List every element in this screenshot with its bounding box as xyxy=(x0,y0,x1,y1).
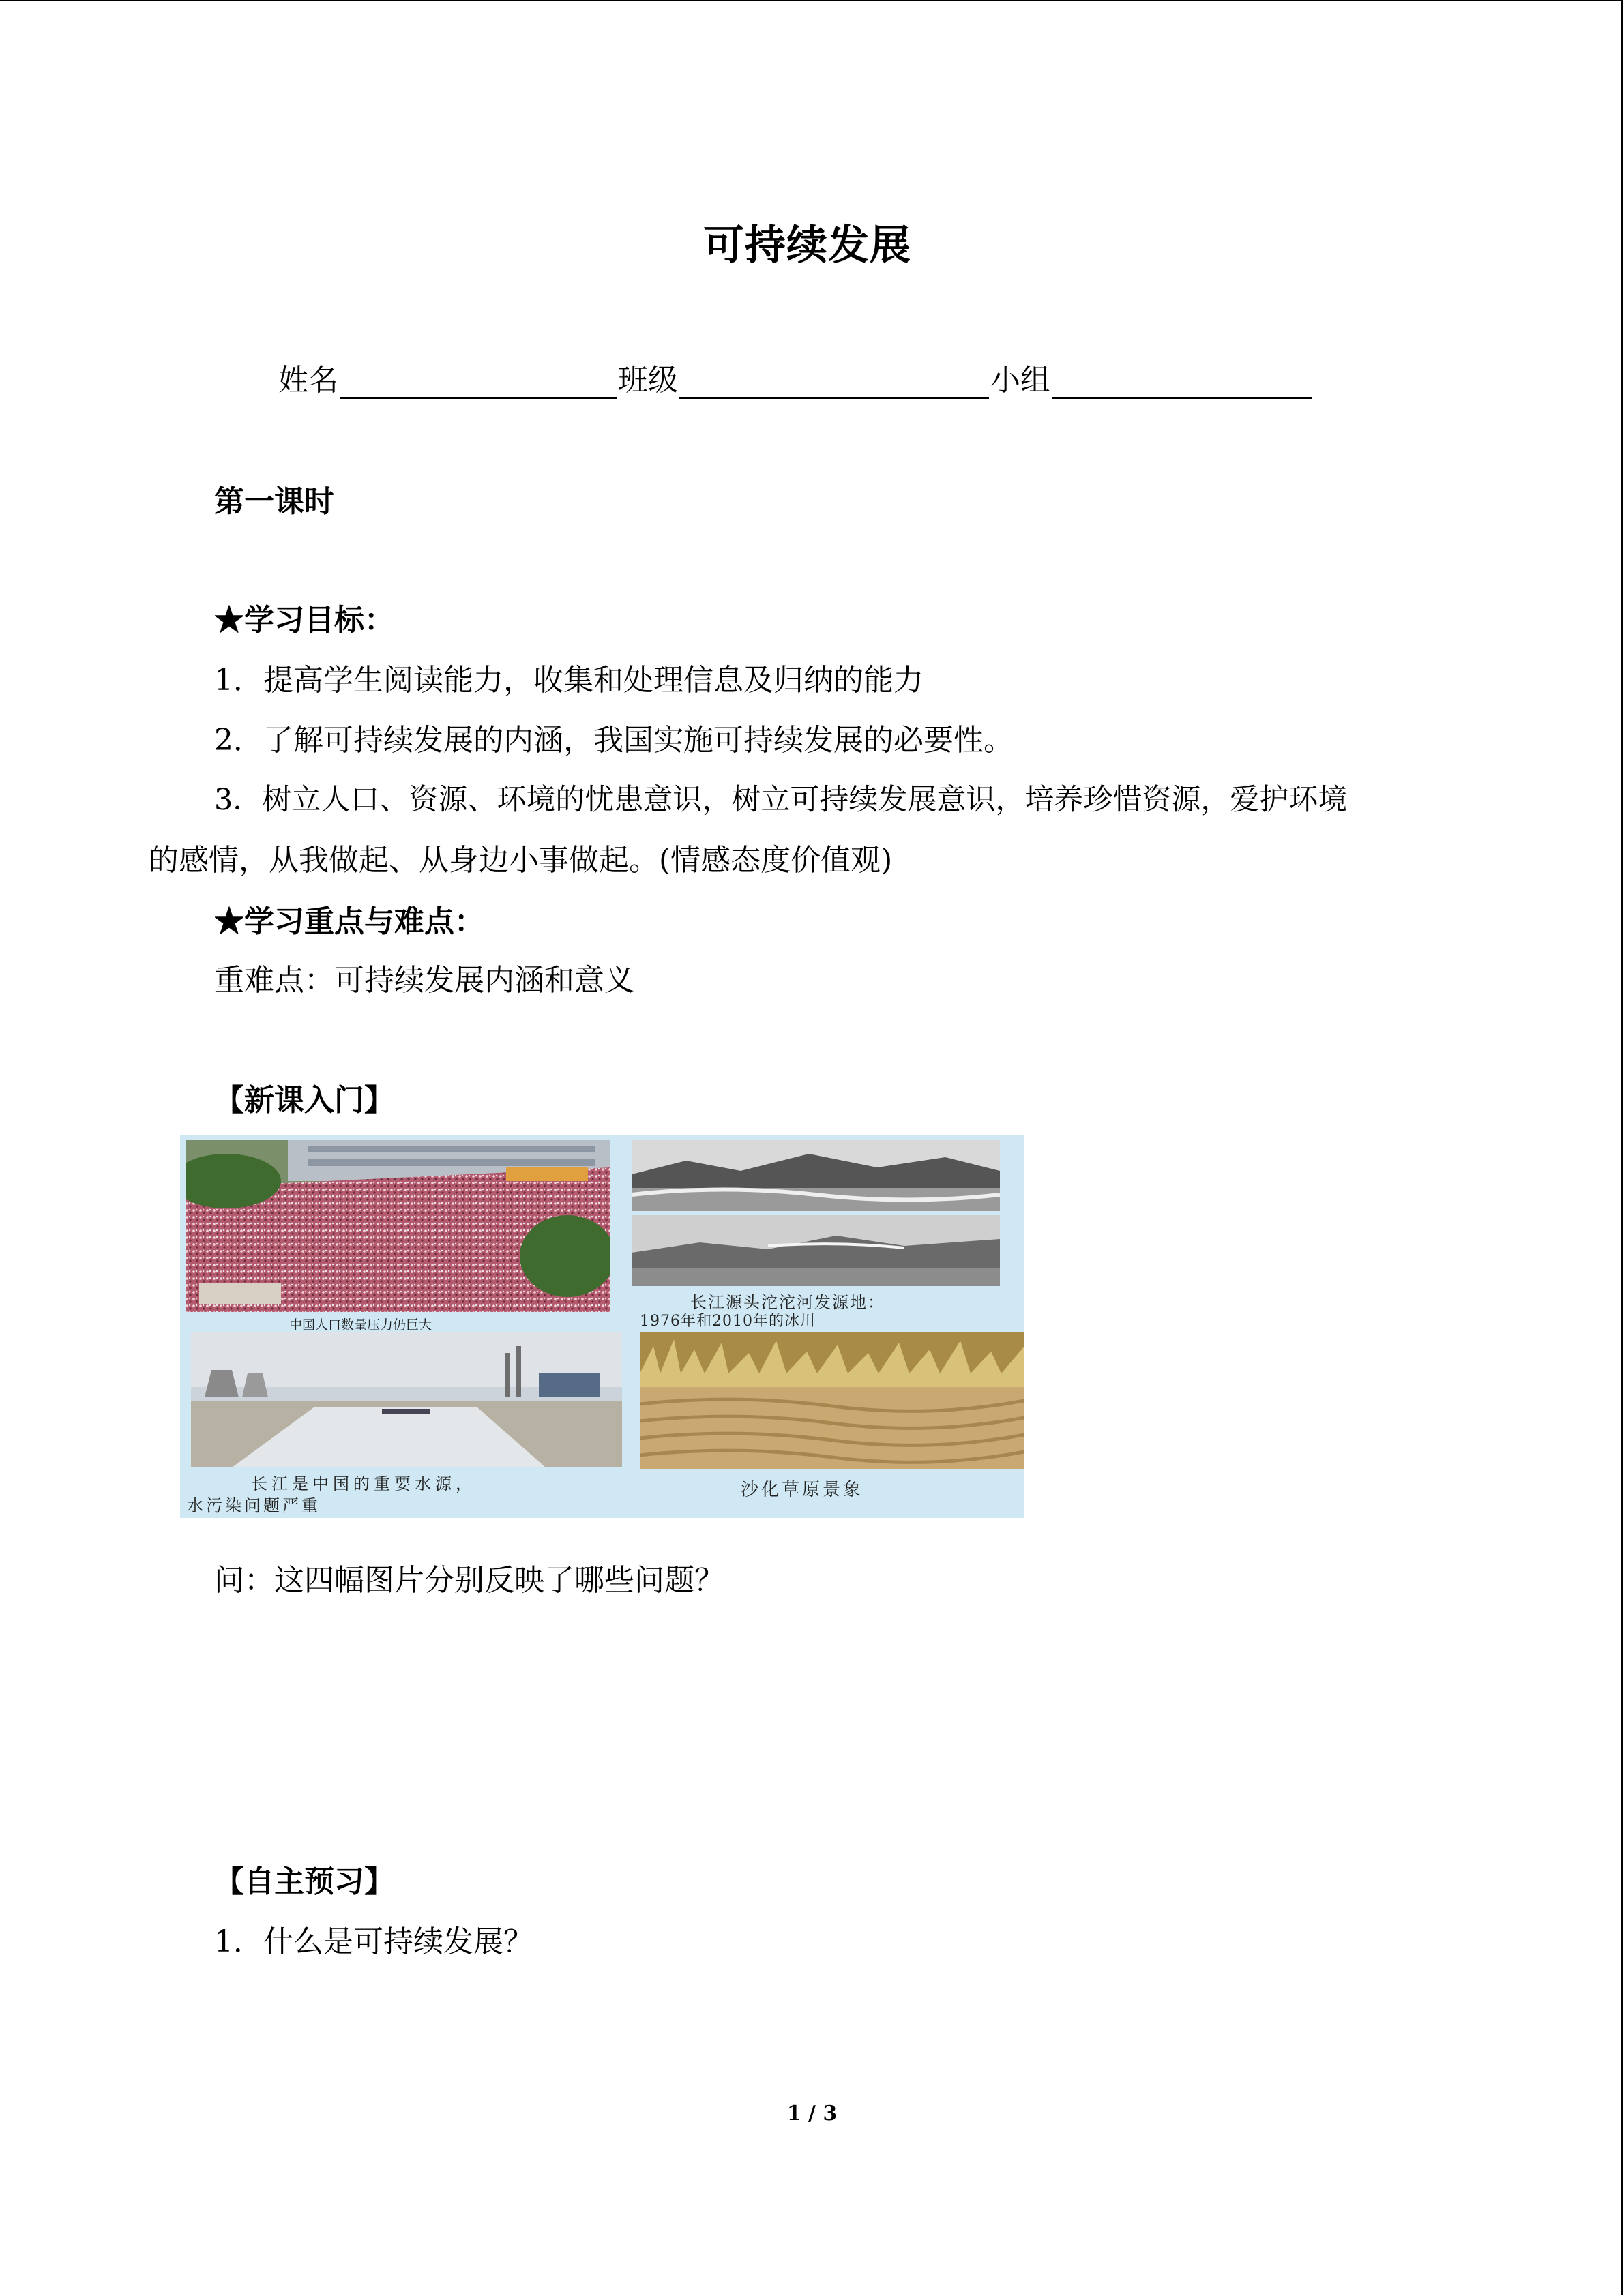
document-title: 可持续发展 xyxy=(703,222,911,269)
glacier-photo-1976 xyxy=(632,1140,1000,1211)
objective-item: 1．提高学生阅读能力，收集和处理信息及归纳的能力 xyxy=(214,663,924,698)
name-blank[interactable] xyxy=(340,367,617,399)
objective-item: 2．了解可持续发展的内涵，我国实施可持续发展的必要性。 xyxy=(214,723,1014,758)
glacier-caption-line1: 长江源头沱沱河发源地： xyxy=(690,1293,885,1312)
page-number: 1 / 3 xyxy=(786,2102,838,2126)
glacier-caption-line2: 1976年和2010年的冰川 xyxy=(640,1313,816,1330)
objective-item: 3．树立人口、资源、环境的忧患意识，树立可持续发展意识，培养珍惜资源，爱护环境 xyxy=(214,783,1348,817)
objective-item-continued: 的感情，从我做起、从身边小事做起。(情感态度价值观) xyxy=(149,843,893,878)
key-points-heading: ★学习重点与难点： xyxy=(214,904,484,939)
intro-heading: 【新课入门】 xyxy=(214,1083,394,1118)
population-caption: 中国人口数量压力仍巨大 xyxy=(289,1317,432,1332)
name-label: 姓名 xyxy=(278,363,338,398)
water-caption-line1: 长江是中国的重要水源， xyxy=(251,1474,476,1493)
intro-question: 问：这四幅图片分别反映了哪些问题？ xyxy=(214,1563,724,1598)
desertification-photo xyxy=(640,1332,1024,1469)
key-points-text: 重难点：可持续发展内涵和意义 xyxy=(214,963,634,998)
crowd-photo xyxy=(186,1140,610,1312)
group-label: 小组 xyxy=(990,363,1050,398)
class-label: 班级 xyxy=(618,363,678,398)
river-pollution-photo xyxy=(191,1332,622,1467)
desert-caption: 沙化草原景象 xyxy=(741,1480,864,1500)
water-caption-line2: 水污染问题严重 xyxy=(187,1496,321,1515)
lesson-label: 第一课时 xyxy=(214,484,334,519)
group-blank[interactable] xyxy=(1052,367,1312,399)
preview-question-1: 1．什么是可持续发展？ xyxy=(214,1924,533,1959)
preview-heading: 【自主预习】 xyxy=(214,1864,394,1899)
intro-figure xyxy=(180,1135,1024,1518)
info-line xyxy=(278,363,1314,399)
glacier-photo-2010 xyxy=(632,1215,1000,1286)
objectives-heading: ★学习目标： xyxy=(214,603,394,638)
class-blank[interactable] xyxy=(679,367,989,399)
